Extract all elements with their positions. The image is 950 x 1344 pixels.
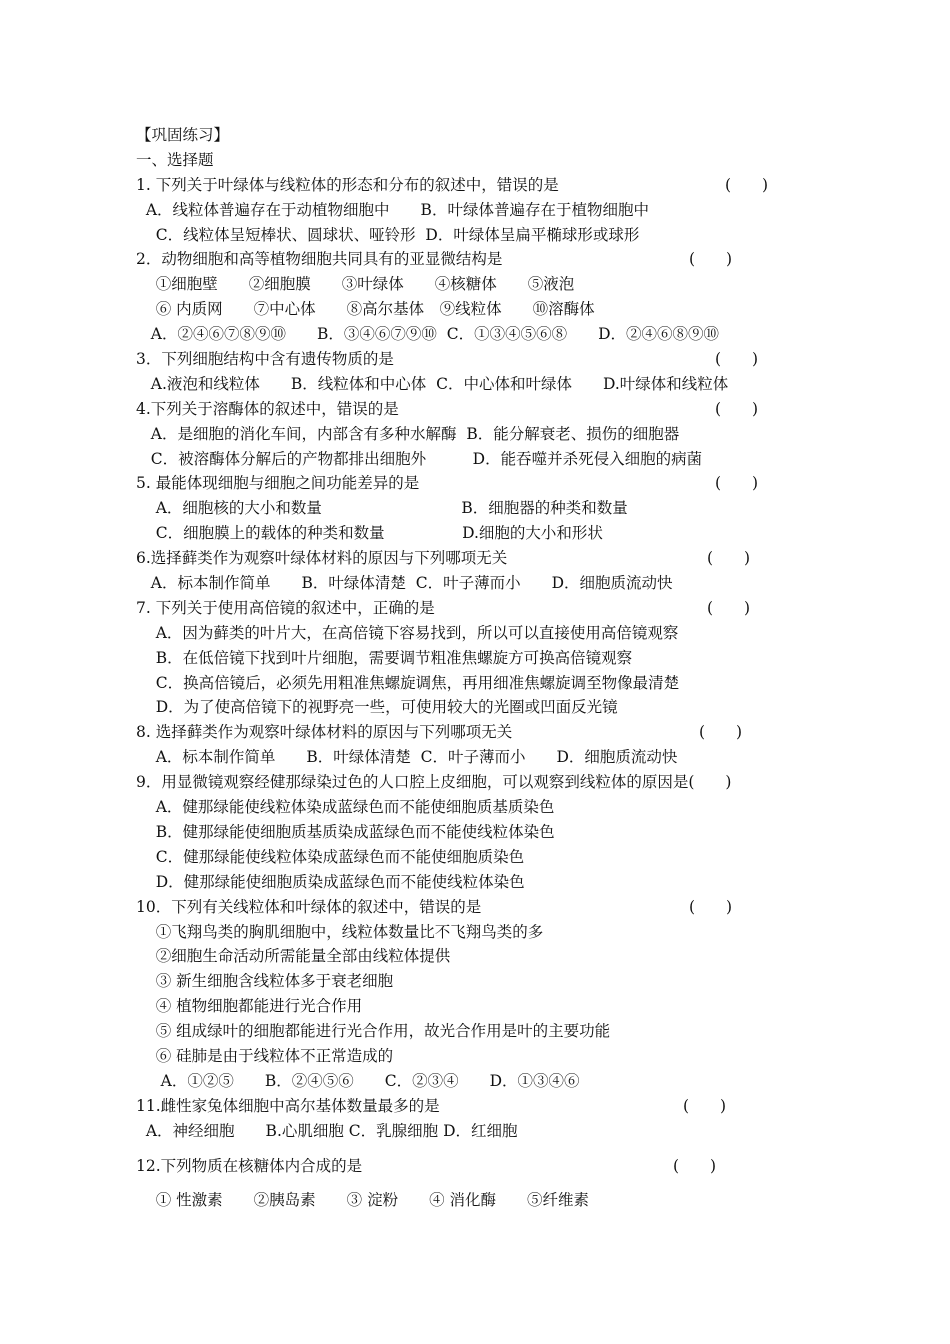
text-line (136, 944, 796, 969)
text-line (136, 1094, 796, 1119)
line-text: A．健那绿能使线粒体染成蓝绿色而不能使细胞质基质染色 (136, 798, 555, 817)
line-text: ⑥ 硅肺是由于线粒体不正常造成的 (136, 1046, 394, 1065)
heading: 【巩固练习】 (136, 126, 230, 144)
text-line (136, 845, 796, 870)
text-line (136, 596, 796, 621)
line-text: ④ 植物细胞都能进行光合作用 (136, 997, 363, 1016)
line-text: ⑥ 内质网 ⑦中心体 ⑧高尔基体 ⑨线粒体 ⑩溶酶体 (136, 300, 595, 319)
line-text: 5. 最能体现细胞与细胞之间功能差异的是 (136, 474, 420, 493)
text-line (136, 745, 796, 770)
line-text: 7. 下列关于使用高倍镜的叙述中，正确的是 (136, 598, 435, 617)
text-line (136, 272, 796, 297)
line-text: C．健那绿能使线粒体染成蓝绿色而不能使细胞质染色 (136, 847, 525, 866)
line-text: ①飞翔鸟类的胸肌细胞中，线粒体数量比不飞翔鸟类的多 (136, 922, 544, 941)
line-text: 6.选择藓类作为观察叶绿体材料的原因与下列哪项无关 (136, 549, 508, 568)
text-line (136, 1019, 796, 1044)
answer-bracket: ( ) (725, 175, 769, 194)
text-line (136, 994, 796, 1019)
text-line (136, 770, 796, 795)
line-text: 1. 下列关于叶绿体与线粒体的形态和分布的叙述中，错误的是 (136, 175, 559, 194)
text-line (136, 621, 796, 646)
question-list (136, 173, 796, 1214)
text-line (136, 1119, 796, 1144)
text-line (136, 247, 796, 272)
line-text: 8. 选择藓类作为观察叶绿体材料的原因与下列哪项无关 (136, 723, 513, 742)
text-line (136, 471, 796, 496)
text-line (136, 895, 796, 920)
text-line (136, 447, 796, 472)
line-text: 10．下列有关线粒体和叶绿体的叙述中，错误的是 (136, 897, 482, 916)
spacer (136, 1144, 796, 1154)
line-text: ① 性激素 ②胰岛素 ③ 淀粉 ④ 消化酶 ⑤纤维素 (136, 1191, 589, 1210)
text-line (136, 198, 796, 223)
answer-bracket: ( ) (699, 723, 743, 742)
line-text: 11.雌性家兔体细胞中高尔基体数量最多的是 (136, 1096, 440, 1115)
answer-bracket: ( ) (715, 350, 759, 369)
answer-bracket: ( ) (707, 598, 751, 617)
line-text: C．线粒体呈短棒状、圆球状、哑铃形 D．叶绿体呈扁平椭球形或球形 (136, 225, 640, 244)
line-text: D．为了使高倍镜下的视野亮一些，可使用较大的光圈或凹面反光镜 (136, 698, 618, 717)
text-line (136, 397, 796, 422)
line-text: 3．下列细胞结构中含有遗传物质的是 (136, 350, 394, 369)
text-line (136, 322, 796, 347)
answer-bracket: ( ) (715, 474, 759, 493)
text-line (136, 223, 796, 248)
line-text: D．健那绿能使细胞质染成蓝绿色而不能使线粒体染色 (136, 872, 525, 891)
line-text: 9．用显微镜观察经健那绿染过色的人口腔上皮细胞，可以观察到线粒体的原因是( ) (136, 773, 732, 792)
text-line (136, 646, 796, 671)
line-text: A．标本制作简单 B．叶绿体清楚 C．叶子薄而小 D．细胞质流动快 (136, 748, 678, 767)
line-text: 2．动物细胞和高等植物细胞共同具有的亚显微结构是 (136, 250, 503, 269)
line-text: A．神经细胞 B.心肌细胞 C．乳腺细胞 D．红细胞 (136, 1121, 518, 1140)
line-text: ②细胞生命活动所需能量全部由线粒体提供 (136, 947, 451, 966)
line-text: A．是细胞的消化车间，内部含有多种水解酶 B．能分解衰老、损伤的细胞器 (136, 424, 680, 443)
text-line (136, 920, 796, 945)
line-text: C．被溶酶体分解后的产物都排出细胞外 D．能吞噬并杀死侵入细胞的病菌 (136, 449, 703, 468)
text-line (136, 347, 796, 372)
answer-bracket: ( ) (673, 1156, 717, 1175)
text-line (136, 969, 796, 994)
text-line (136, 720, 796, 745)
line-text: C．细胞膜上的载体的种类和数量 D.细胞的大小和形状 (136, 524, 603, 543)
line-text: 4.下列关于溶酶体的叙述中，错误的是 (136, 399, 399, 418)
text-line (136, 1188, 796, 1213)
answer-bracket: ( ) (689, 897, 733, 916)
answer-bracket: ( ) (689, 250, 733, 269)
line-text: ③ 新生细胞含线粒体多于衰老细胞 (136, 972, 394, 991)
text-line (136, 795, 796, 820)
text-line (136, 422, 796, 447)
text-line (136, 546, 796, 571)
text-line (136, 671, 796, 696)
line-text: ①细胞壁 ②细胞膜 ③叶绿体 ④核糖体 ⑤液泡 (136, 275, 575, 294)
text-line (136, 695, 796, 720)
text-line (136, 297, 796, 322)
line-text: A．细胞核的大小和数量 B．细胞器的种类和数量 (136, 499, 628, 518)
line-text: A.液泡和线粒体 B．线粒体和中心体 C．中心体和叶绿体 D.叶绿体和线粒体 (136, 374, 729, 393)
answer-bracket: ( ) (683, 1096, 727, 1115)
section-title: 一、选择题 (136, 150, 214, 169)
text-line (136, 820, 796, 845)
text-line (136, 1044, 796, 1069)
text-line (136, 870, 796, 895)
line-text: A．标本制作简单 B．叶绿体清楚 C．叶子薄而小 D．细胞质流动快 (136, 574, 673, 593)
line-text: 12.下列物质在核糖体内合成的是 (136, 1156, 363, 1175)
line-text: B．在低倍镜下找到叶片细胞，需要调节粗准焦螺旋方可换高倍镜观察 (136, 648, 633, 667)
text-line (136, 496, 796, 521)
line-text: C．换高倍镜后，必须先用粗准焦螺旋调焦，再用细准焦螺旋调至物像最清楚 (136, 673, 680, 692)
line-text: A．线粒体普遍存在于动植物细胞中 B．叶绿体普遍存在于植物细胞中 (136, 200, 649, 219)
answer-bracket: ( ) (707, 549, 751, 568)
line-text: A．②④⑥⑦⑧⑨⑩ B．③④⑥⑦⑨⑩ C．①③④⑤⑥⑧ D．②④⑥⑧⑨⑩ (136, 325, 720, 344)
text-line (136, 571, 796, 596)
answer-bracket: ( ) (715, 399, 759, 418)
spacer (136, 1178, 796, 1188)
text-line (136, 1069, 796, 1094)
line-text: ⑤ 组成绿叶的细胞都能进行光合作用，故光合作用是叶的主要功能 (136, 1022, 611, 1041)
exercise-content (136, 123, 796, 1213)
text-line (136, 1154, 796, 1179)
line-text: A．因为藓类的叶片大，在高倍镜下容易找到，所以可以直接使用高倍镜观察 (136, 623, 679, 642)
line-text: B．健那绿能使细胞质基质染成蓝绿色而不能使线粒体染色 (136, 822, 555, 841)
text-line (136, 372, 796, 397)
line-text: A．①②⑤ B．②④⑤⑥ C．②③④ D．①③④⑥ (136, 1071, 580, 1090)
text-line (136, 173, 796, 198)
text-line (136, 521, 796, 546)
